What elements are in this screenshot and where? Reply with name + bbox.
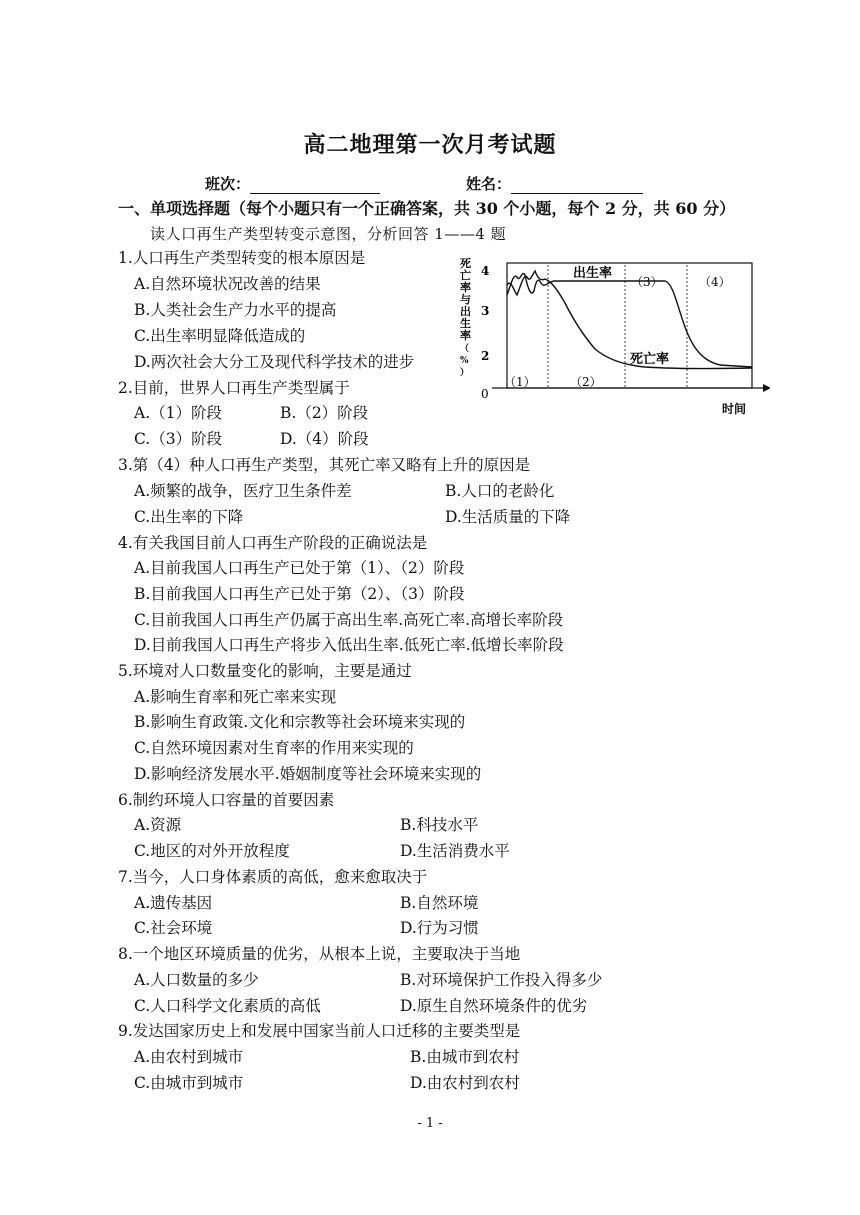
- question-stem: 7.当今，人口身体素质的高低，愈来愈取决于: [118, 868, 428, 886]
- stage-label-2: （2）: [570, 375, 602, 389]
- birth-rate-label: 出生率: [573, 266, 613, 281]
- option: A.目前我国人口再生产已处于第（1）、（2）阶段: [134, 559, 465, 577]
- question-stem: 4.有关我国目前人口再生产阶段的正确说法是: [118, 534, 428, 552]
- class-field: [205, 173, 380, 194]
- y-tick-label: 2: [481, 349, 490, 363]
- question-stem: 2.目前，世界人口再生产类型属于: [118, 379, 350, 397]
- option: A.（1）阶段: [134, 404, 222, 422]
- option: D.生活消费水平: [400, 842, 510, 860]
- option: C.社会环境: [134, 919, 213, 937]
- option: B.对环境保护工作投入得多少: [400, 971, 603, 989]
- option: D.由农村到农村: [410, 1074, 520, 1092]
- page-number: - 1 -: [417, 1116, 443, 1131]
- y-tick-label: 0: [481, 387, 489, 401]
- option: B.人口的老龄化: [445, 482, 555, 500]
- option: A.人口数量的多少: [134, 971, 259, 989]
- option: D.目前我国人口再生产将步入低出生率.低死亡率.低增长率阶段: [134, 636, 564, 654]
- option: B.自然环境: [400, 894, 479, 912]
- option: C.由城市到城市: [134, 1074, 244, 1092]
- x-axis-label: 时间: [722, 402, 747, 416]
- stage-label-1: （1）: [504, 375, 536, 389]
- option: B.科技水平: [400, 816, 479, 834]
- section-title: 一、单项选择题（每个小题只有一个正确答案，共 30 个小题，每个 2 分，共 60 分）: [118, 199, 736, 218]
- option: C.目前我国人口再生产仍属于高出生率.高死亡率.高增长率阶段: [134, 611, 564, 629]
- class-label: 班次：: [205, 175, 251, 193]
- option: C.自然环境因素对生育率的作用来实现的: [134, 739, 414, 757]
- question-stem: 6.制约环境人口容量的首要因素: [118, 791, 335, 809]
- y-tick-label: 3: [481, 304, 490, 318]
- class-blank[interactable]: [250, 177, 380, 194]
- option: B.（2）阶段: [280, 404, 369, 422]
- option: D.（4）阶段: [280, 430, 369, 448]
- x-axis-arrow: [763, 384, 770, 392]
- option: B.由城市到农村: [410, 1048, 520, 1066]
- name-field: [466, 173, 643, 194]
- question-stem: 8.一个地区环境质量的优劣，从根本上说，主要取决于当地: [118, 945, 521, 963]
- question-stem: 1.人口再生产类型转变的根本原因是: [118, 249, 366, 267]
- question-stem: 9.发达国家历史上和发展中国家当前人口迁移的主要类型是: [118, 1022, 521, 1040]
- option: D.两次社会大分工及现代科学技术的进步: [134, 353, 415, 371]
- exam-title: 高二地理第一次月考试题: [303, 132, 557, 158]
- stage-label-4: （4）: [699, 275, 731, 289]
- option: A.资源: [134, 816, 182, 834]
- option: C.人口科学文化素质的高低: [134, 997, 321, 1015]
- figure-intro: 读人口再生产类型转变示意图，分析回答 1——4 题: [150, 225, 507, 243]
- name-blank[interactable]: [511, 177, 643, 194]
- option: D.行为习惯: [400, 919, 479, 937]
- option: B.影响生育政策.文化和宗教等社会环境来实现的: [134, 713, 466, 731]
- y-tick-label: 4: [481, 264, 490, 278]
- svg-text:死亡率与出生率（%）: 死亡率与出生率（%）: [460, 257, 471, 378]
- population-transition-figure: [445, 255, 770, 420]
- option: A.频繁的战争，医疗卫生条件差: [134, 482, 352, 500]
- option: A.遗传基因: [134, 894, 213, 912]
- option: C.出生率明显降低造成的: [134, 327, 306, 345]
- option: B.目前我国人口再生产已处于第（2）、（3）阶段: [134, 585, 465, 603]
- option: A.由农村到城市: [134, 1048, 244, 1066]
- option: D.生活质量的下降: [445, 508, 571, 526]
- stage-label-3: （3）: [631, 275, 663, 289]
- option: A.影响生育率和死亡率来实现: [134, 688, 337, 706]
- option: C.（3）阶段: [134, 430, 223, 448]
- question-stem: 5.环境对人口数量变化的影响，主要是通过: [118, 662, 412, 680]
- option: B.人类社会生产力水平的提高: [134, 301, 337, 319]
- option: A.自然环境状况改善的结果: [134, 275, 321, 293]
- y-axis-label: [460, 256, 471, 378]
- question-stem: 3.第（4）种人口再生产类型，其死亡率又略有上升的原因是: [118, 456, 531, 474]
- death-rate-label: 死亡率: [630, 352, 670, 367]
- option: C.地区的对外开放程度: [134, 842, 290, 860]
- option: D.原生自然环境条件的优劣: [400, 997, 588, 1015]
- option: C.出生率的下降: [134, 508, 244, 526]
- name-label: 姓名：: [466, 175, 512, 193]
- option: D.影响经济发展水平.婚姻制度等社会环境来实现的: [134, 765, 482, 783]
